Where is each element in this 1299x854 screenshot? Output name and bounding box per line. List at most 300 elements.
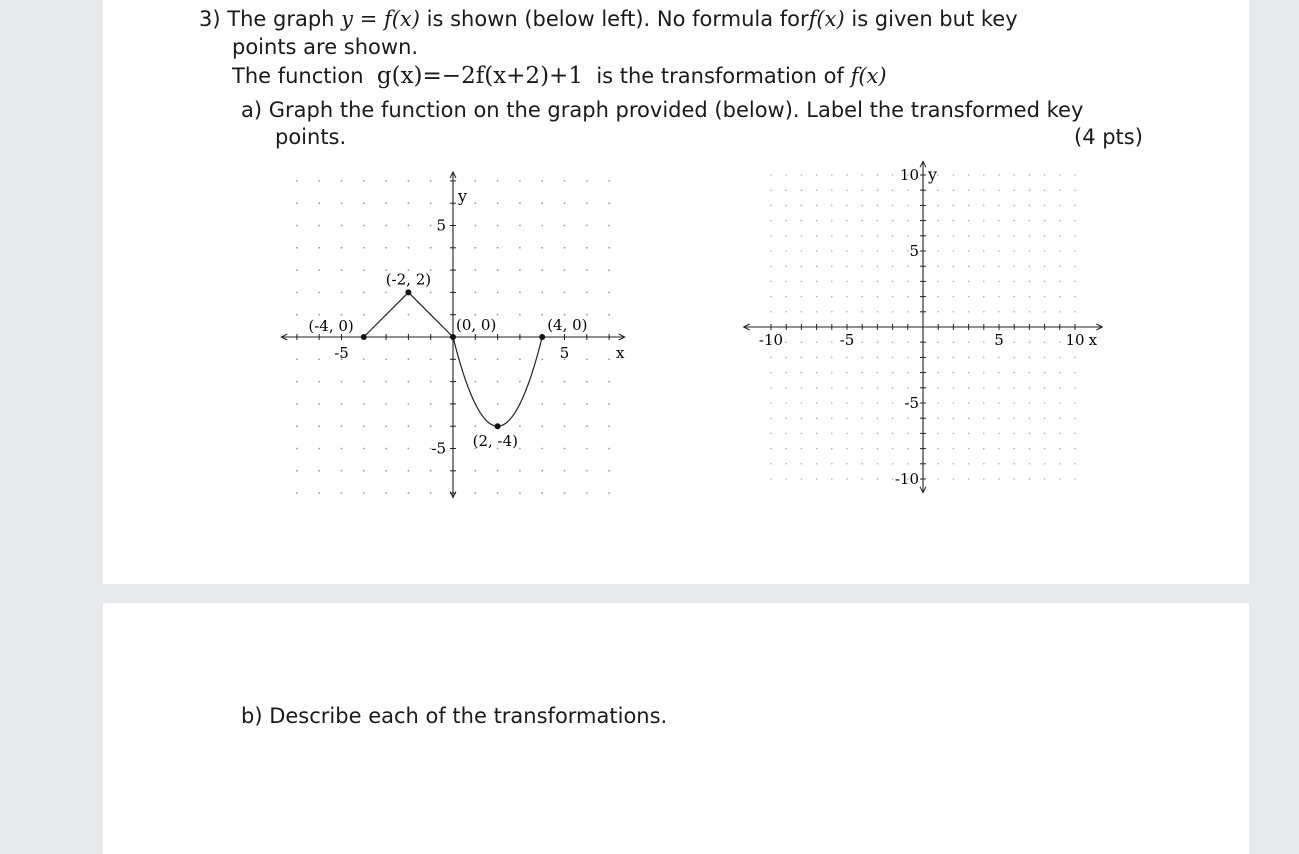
grid-dot [801, 265, 803, 267]
grid-dot [861, 220, 863, 222]
grid-dot [785, 205, 787, 207]
grid-dot [953, 357, 955, 359]
grid-dot [937, 311, 939, 313]
grid-dot [816, 205, 818, 207]
part-a-text: Graph the function on the graph provided (below). Label the transformed key [268, 98, 1084, 122]
grid-dot [296, 492, 298, 494]
graph-blank-grid[interactable] [735, 155, 1115, 500]
grid-dot [968, 311, 970, 313]
grid-dot [801, 387, 803, 389]
grid-dot [816, 463, 818, 465]
grid-dot [1029, 281, 1031, 283]
grid-dot [907, 417, 909, 419]
grid-dot [816, 189, 818, 191]
grid-dot [831, 433, 833, 435]
grid-dot [846, 281, 848, 283]
grid-dot [296, 358, 298, 360]
grid-dot [474, 269, 476, 271]
grid-dot [586, 492, 588, 494]
grid-dot [968, 448, 970, 450]
grid-dot [937, 296, 939, 298]
grid-dot [968, 250, 970, 252]
grid-dot [564, 492, 566, 494]
grid-dot [519, 269, 521, 271]
grid-dot [846, 478, 848, 480]
grid-dot [816, 235, 818, 237]
grid-dot [1059, 417, 1061, 419]
grid-dot [877, 205, 879, 207]
grid-dot [983, 220, 985, 222]
grid-dot [770, 433, 772, 435]
grid-dot [519, 292, 521, 294]
grid-dot [998, 205, 1000, 207]
key-point-label: (4, 0) [547, 316, 588, 334]
grid-dot [1013, 265, 1015, 267]
grid-dot [785, 387, 787, 389]
grid-dot [296, 292, 298, 294]
y-tick-label: 5 [909, 242, 919, 260]
grid-dot [877, 417, 879, 419]
grid-dot [385, 202, 387, 204]
key-point [405, 289, 411, 295]
grid-dot [363, 247, 365, 249]
grid-dot [801, 250, 803, 252]
grid-dot [968, 402, 970, 404]
grid-dot [801, 311, 803, 313]
key-point [450, 334, 456, 340]
grid-dot [1059, 448, 1061, 450]
grid-dot [831, 341, 833, 343]
grid-dot [998, 220, 1000, 222]
grid-dot [1013, 478, 1015, 480]
grid-dot [968, 265, 970, 267]
grid-dot [953, 189, 955, 191]
grid-dot [1044, 189, 1046, 191]
grid-dot [968, 189, 970, 191]
y-axis-label: y [458, 186, 468, 206]
grid-dot [770, 448, 772, 450]
grid-dot [801, 296, 803, 298]
grid-dot [1074, 417, 1076, 419]
grid-dot [519, 202, 521, 204]
grid-dot [968, 235, 970, 237]
grid-dot [770, 189, 772, 191]
grid-dot [318, 292, 320, 294]
grid-dot [831, 220, 833, 222]
grid-dot [801, 341, 803, 343]
grid-dot [953, 174, 955, 176]
question-text: The graph [227, 7, 335, 31]
grid-dot [892, 357, 894, 359]
grid-dot [497, 358, 499, 360]
grid-dot [1029, 205, 1031, 207]
grid-dot [341, 292, 343, 294]
grid-dot [816, 448, 818, 450]
grid-dot [770, 296, 772, 298]
grid-dot [608, 225, 610, 227]
grid-dot [877, 433, 879, 435]
grid-dot [983, 174, 985, 176]
grid-dot [998, 174, 1000, 176]
grid-dot [1074, 311, 1076, 313]
grid-dot [608, 269, 610, 271]
grid-dot [1044, 372, 1046, 374]
grid-dot [998, 448, 1000, 450]
grid-dot [785, 296, 787, 298]
grid-dot [831, 478, 833, 480]
grid-dot [519, 180, 521, 182]
grid-dot [497, 180, 499, 182]
grid-dot [983, 205, 985, 207]
grid-dot [1044, 448, 1046, 450]
grid-dot [586, 381, 588, 383]
grid-dot [785, 220, 787, 222]
grid-dot [983, 265, 985, 267]
grid-dot [785, 448, 787, 450]
grid-dot [1059, 433, 1061, 435]
grid-dot [318, 470, 320, 472]
grid-dot [785, 189, 787, 191]
grid-dot [953, 296, 955, 298]
y-tick-label: 5 [436, 216, 446, 235]
y-tick-label: 10 [899, 166, 919, 184]
grid-dot [907, 357, 909, 359]
grid-dot [1013, 250, 1015, 252]
grid-dot [846, 402, 848, 404]
grid-dot [937, 448, 939, 450]
grid-dot [363, 470, 365, 472]
grid-dot [519, 425, 521, 427]
grid-dot [497, 225, 499, 227]
grid-dot [953, 205, 955, 207]
question-line-2: points are shown. [232, 35, 419, 59]
grid-dot [541, 247, 543, 249]
grid-dot [861, 189, 863, 191]
grid-dot [296, 425, 298, 427]
grid-dot [801, 189, 803, 191]
grid-dot [801, 463, 803, 465]
grid-dot [968, 174, 970, 176]
grid-dot [541, 225, 543, 227]
grid-dot [861, 174, 863, 176]
grid-dot [998, 235, 1000, 237]
grid-dot [770, 281, 772, 283]
grid-dot [408, 225, 410, 227]
grid-dot [998, 189, 1000, 191]
grid-dot [608, 492, 610, 494]
grid-dot [892, 265, 894, 267]
grid-dot [861, 463, 863, 465]
grid-dot [953, 235, 955, 237]
grid-dot [937, 174, 939, 176]
grid-dot [877, 387, 879, 389]
grid-dot [296, 202, 298, 204]
grid-dot [1074, 281, 1076, 283]
grid-dot [937, 250, 939, 252]
grid-dot [564, 381, 566, 383]
grid-dot [785, 463, 787, 465]
grid-dot [846, 433, 848, 435]
grid-dot [318, 425, 320, 427]
equation-fx: f(x) [850, 64, 887, 88]
grid-dot [519, 381, 521, 383]
grid-dot [385, 381, 387, 383]
grid-dot [1074, 372, 1076, 374]
grid-dot [408, 180, 410, 182]
part-b-label: b) [241, 704, 263, 728]
question-text: is shown (below left). No formula for [426, 7, 809, 31]
grid-dot [816, 402, 818, 404]
question-text: is the transformation of [596, 64, 844, 88]
grid-dot [474, 470, 476, 472]
grid-dot [385, 180, 387, 182]
grid-dot [770, 220, 772, 222]
grid-dot [497, 381, 499, 383]
grid-dot [408, 381, 410, 383]
grid-dot [1059, 341, 1061, 343]
grid-dot [363, 358, 365, 360]
grid-dot [430, 425, 432, 427]
grid-dot [953, 402, 955, 404]
grid-dot [341, 314, 343, 316]
grid-dot [785, 174, 787, 176]
grid-dot [846, 463, 848, 465]
grid-dot [541, 202, 543, 204]
grid-dot [801, 433, 803, 435]
grid-dot [877, 189, 879, 191]
grid-dot [801, 357, 803, 359]
grid-dot [907, 189, 909, 191]
grid-dot [541, 448, 543, 450]
part-b-text: Describe each of the transformations. [269, 704, 668, 728]
question-line-1 [199, 6, 1018, 32]
grid-dot [1029, 250, 1031, 252]
grid-dot [861, 402, 863, 404]
grid-dot [785, 357, 787, 359]
grid-dot [877, 372, 879, 374]
grid-dot [861, 250, 863, 252]
grid-dot [1013, 281, 1015, 283]
grid-dot [1044, 357, 1046, 359]
grid-dot [877, 174, 879, 176]
grid-dot [363, 180, 365, 182]
grid-dot [564, 292, 566, 294]
grid-dot [907, 220, 909, 222]
grid-dot [907, 235, 909, 237]
grid-dot [877, 296, 879, 298]
grid-dot [1044, 402, 1046, 404]
grid-dot [937, 372, 939, 374]
grid-dot [1029, 448, 1031, 450]
key-point-label: (2, -4) [472, 432, 519, 451]
grid-dot [296, 403, 298, 405]
grid-dot [937, 402, 939, 404]
grid-dot [1029, 402, 1031, 404]
grid-dot [861, 372, 863, 374]
grid-dot [1013, 235, 1015, 237]
grid-dot [953, 281, 955, 283]
grid-dot [474, 381, 476, 383]
y-tick-label: -5 [904, 394, 919, 412]
grid-dot [877, 463, 879, 465]
grid-dot [968, 433, 970, 435]
grid-dot [998, 433, 1000, 435]
grid-dot [861, 281, 863, 283]
grid-dot [953, 311, 955, 313]
grid-dot [341, 381, 343, 383]
grid-dot [296, 180, 298, 182]
grid-dot [785, 417, 787, 419]
grid-dot [937, 281, 939, 283]
grid-dot [363, 225, 365, 227]
grid-dot [877, 220, 879, 222]
grid-dot [998, 387, 1000, 389]
grid-dot [564, 448, 566, 450]
grid-dot [1044, 220, 1046, 222]
grid-dot [953, 448, 955, 450]
grid-dot [341, 448, 343, 450]
grid-dot [408, 403, 410, 405]
grid-dot [1074, 220, 1076, 222]
key-point-label: (0, 0) [456, 316, 497, 334]
grid-dot [892, 341, 894, 343]
grid-dot [907, 433, 909, 435]
grid-dot [318, 247, 320, 249]
grid-dot [1013, 402, 1015, 404]
grid-dot [892, 448, 894, 450]
grid-dot [1074, 478, 1076, 480]
grid-dot [1059, 174, 1061, 176]
grid-dot [831, 357, 833, 359]
grid-dot [983, 357, 985, 359]
part-a-line-2: points. [275, 125, 347, 149]
grid-dot [1044, 311, 1046, 313]
grid-dot [907, 387, 909, 389]
key-point [539, 334, 545, 340]
grid-dot [1029, 235, 1031, 237]
grid-dot [846, 220, 848, 222]
grid-dot [877, 448, 879, 450]
grid-dot [608, 470, 610, 472]
grid-dot [1074, 174, 1076, 176]
grid-dot [953, 250, 955, 252]
grid-dot [296, 470, 298, 472]
grid-dot [408, 247, 410, 249]
grid-dot [846, 357, 848, 359]
grid-dot [907, 296, 909, 298]
grid-dot [1013, 448, 1015, 450]
graph-fx [270, 165, 650, 510]
grid-dot [861, 311, 863, 313]
grid-dot [1044, 341, 1046, 343]
grid-dot [341, 180, 343, 182]
grid-dot [1074, 402, 1076, 404]
grid-dot [907, 311, 909, 313]
grid-dot [385, 470, 387, 472]
grid-dot [1029, 311, 1031, 313]
grid-dot [608, 247, 610, 249]
grid-dot [1029, 341, 1031, 343]
grid-dot [363, 403, 365, 405]
grid-dot [1059, 250, 1061, 252]
grid-dot [586, 180, 588, 182]
grid-dot [474, 358, 476, 360]
grid-dot [907, 205, 909, 207]
grid-dot [770, 387, 772, 389]
grid-dot [1059, 402, 1061, 404]
grid-dot [1013, 189, 1015, 191]
grid-dot [541, 470, 543, 472]
grid-dot [785, 402, 787, 404]
grid-dot [785, 478, 787, 480]
grid-dot [541, 358, 543, 360]
grid-dot [801, 220, 803, 222]
grid-dot [937, 417, 939, 419]
grid-dot [937, 341, 939, 343]
grid-dot [937, 235, 939, 237]
grid-dot [998, 265, 1000, 267]
grid-dot [785, 265, 787, 267]
grid-dot [474, 202, 476, 204]
grid-dot [968, 341, 970, 343]
grid-dot [831, 387, 833, 389]
grid-dot [831, 463, 833, 465]
grid-dot [937, 265, 939, 267]
grid-dot [408, 314, 410, 316]
grid-dot [816, 417, 818, 419]
grid-dot [831, 235, 833, 237]
grid-dot [770, 205, 772, 207]
grid-dot [430, 403, 432, 405]
grid-dot [892, 205, 894, 207]
grid-dot [907, 281, 909, 283]
grid-dot [861, 341, 863, 343]
grid-dot [953, 341, 955, 343]
grid-dot [608, 358, 610, 360]
grid-dot [877, 235, 879, 237]
grid-dot [1029, 417, 1031, 419]
grid-dot [770, 357, 772, 359]
grid-dot [983, 311, 985, 313]
grid-dot [816, 311, 818, 313]
grid-dot [564, 269, 566, 271]
grid-dot [1029, 478, 1031, 480]
grid-dot [1059, 281, 1061, 283]
grid-dot [519, 492, 521, 494]
grid-dot [892, 250, 894, 252]
grid-dot [937, 220, 939, 222]
grid-dot [608, 425, 610, 427]
grid-dot [430, 470, 432, 472]
grid-dot [318, 180, 320, 182]
grid-dot [1074, 357, 1076, 359]
grid-dot [1029, 357, 1031, 359]
grid-dot [586, 292, 588, 294]
grid-dot [983, 478, 985, 480]
grid-dot [785, 341, 787, 343]
grid-dot [998, 372, 1000, 374]
grid-dot [608, 180, 610, 182]
grid-dot [861, 433, 863, 435]
grid-dot [1029, 174, 1031, 176]
grid-dot [770, 372, 772, 374]
grid-dot [608, 292, 610, 294]
grid-dot [831, 372, 833, 374]
grid-dot [983, 463, 985, 465]
grid-dot [801, 174, 803, 176]
grid-dot [801, 372, 803, 374]
grid-dot [801, 205, 803, 207]
